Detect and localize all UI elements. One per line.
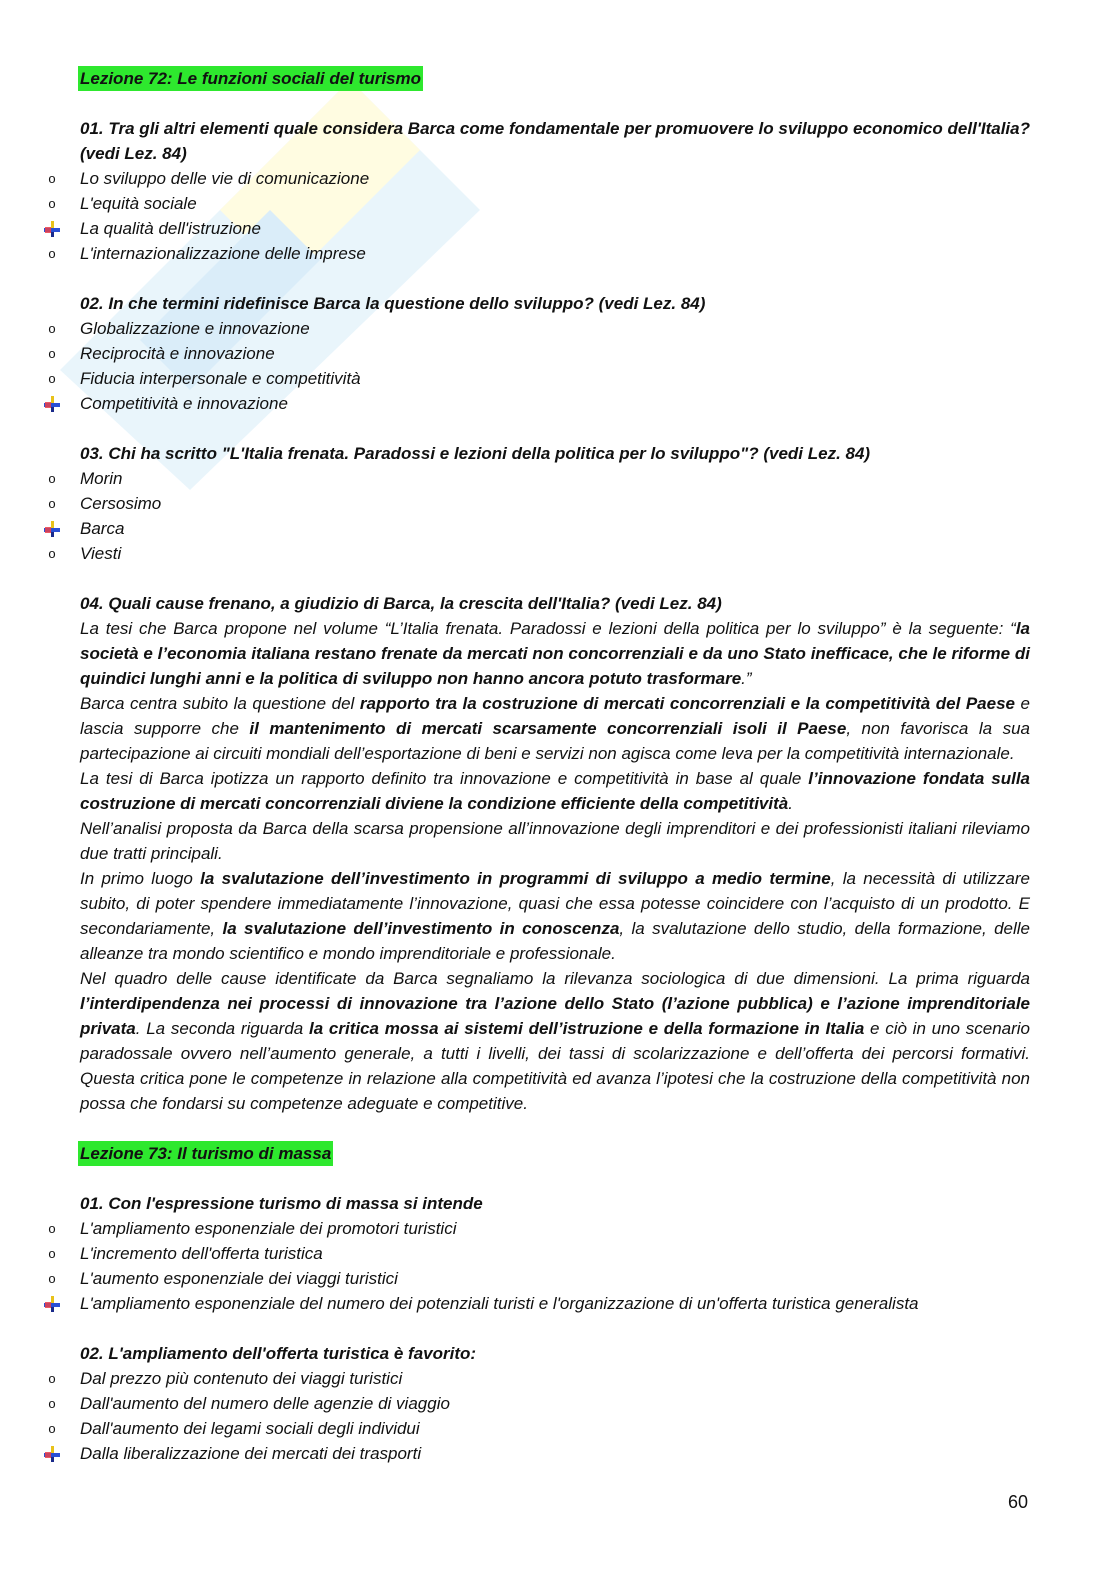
answer-option [80,391,1030,416]
radio-bullet-icon: o [48,1396,56,1411]
text-segment: , la necessità di utilizzare subito, di poter spendere immediatamente l’innovazione, quasi che essa potesse coincidere con l’acquisto di un prodotto. E secondariamente, [80,869,1030,938]
answer-option [80,516,1030,541]
text-segment: e ciò in uno scenario paradossale ovvero nell’aumento generale, a tutti i livelli, dei tassi di scolarizzazione e dell’offerta dei percorsi formativi. Questa critica pone le competenze in relazione alla competitività ed avanza l’ipotesi che la costruzione della competitività non possa che fondarsi su competenze adeguate e competitive. [80,1019,1031,1113]
option-text: Viesti [80,544,122,563]
answer-option [80,216,1030,241]
answer-option [48,1391,1030,1416]
page-number: 60 [1008,1492,1029,1512]
text-segment: . La seconda riguarda [135,1019,309,1038]
option-text: La qualità dell'istruzione [80,219,261,238]
answer-option [48,1216,1030,1241]
bold-segment: la critica mossa ai sistemi dell’istruzione e della formazione in Italia [308,1019,865,1038]
option-text: Dal prezzo più contenuto dei viaggi turistici [80,1369,403,1388]
question-text: 02. L'ampliamento dell'offerta turistica è favorito: [80,1344,477,1363]
answer-option [48,1416,1030,1441]
option-text: Morin [80,469,123,488]
bold-segment: la società e l’economia italiana restano frenate da mercati non concorrenziali e da uno Stato inefficace, che le riforme di quindici lunghi anni e la politica di sviluppo non hanno ancora potuto trasformare [80,619,1030,688]
bold-segment: la svalutazione dell’investimento in conoscenza [222,919,620,938]
question [48,441,1030,566]
correct-answer-icon [42,216,62,241]
option-text: L'incremento dell'offerta turistica [80,1244,323,1263]
option-text: Fiducia interpersonale e competitività [80,369,361,388]
option-text: Barca [80,519,125,538]
document-body [48,66,1031,1466]
answer-option [48,1366,1030,1391]
answer-option [48,1241,1030,1266]
text-segment: .” [741,669,752,688]
answer-option [48,341,1030,366]
text-segment: Nell’analisi proposta da Barca della scarsa propensione all’innovazione degli imprenditori e dei professionisti italiani rileviamo due tratti principali. [80,819,1030,863]
answer-paragraph [80,616,1030,691]
bold-segment: la svalutazione dell’investimento in programmi di sviluppo a medio termine [200,869,831,888]
lesson-title: Lezione 73: Il turismo di massa [78,1141,333,1166]
question [48,1341,1030,1466]
text-segment: In primo luogo [80,869,201,888]
question-text: 04. Quali cause frenano, a giudizio di Barca, la crescita dell'Italia? (vedi Lez. 84) [80,594,722,613]
text-segment: La tesi che Barca propone nel volume “L’Italia frenata. Paradossi e lezioni della politica per lo sviluppo” è la seguente: “ [80,619,1016,638]
option-text: Dalla liberalizzazione dei mercati dei trasporti [80,1444,422,1463]
option-text: Dall'aumento del numero delle agenzie di viaggio [80,1394,450,1413]
text-segment: Nel quadro delle cause identificate da Barca segnaliamo la rilevanza sociologica di due dimensioni. La prima riguarda [80,969,1030,988]
bold-segment: l’interdipendenza nei processi di innovazione tra l’azione dello Stato (l’azione pubblica) e l’azione imprenditoriale privata [80,994,1030,1038]
text-segment: La tesi di Barca ipotizza un rapporto definito tra innovazione e competitività in base al quale [80,769,809,788]
option-text: L'internazionalizzazione delle imprese [80,244,366,263]
option-text: Globalizzazione e innovazione [80,319,310,338]
answer-paragraph [80,766,1030,816]
answer-option [48,366,1030,391]
question-text: 01. Tra gli altri elementi quale considera Barca come fondamentale per promuovere lo sviluppo economico dell'Italia? (vedi Lez. 84) [80,119,1030,163]
question-text: 01. Con l'espressione turismo di massa si intende [80,1194,483,1213]
answer-option [48,541,1030,566]
question-text: 02. In che termini ridefinisce Barca la questione dello sviluppo? (vedi Lez. 84) [80,294,706,313]
answer-option [48,166,1030,191]
correct-answer-icon [42,391,62,416]
bold-segment: l’innovazione fondata sulla costruzione di mercati concorrenziali diviene la condizione efficiente della competitività [80,769,1030,813]
radio-bullet-icon: o [48,246,56,261]
radio-bullet-icon: o [48,346,56,361]
radio-bullet-icon: o [48,1271,56,1286]
bold-segment: rapporto tra la costruzione di mercati concorrenziali e la competitività del Paese [359,694,1015,713]
option-text: L'ampliamento esponenziale dei promotori turistici [80,1219,457,1238]
text-segment: . [788,794,793,813]
option-text: Competitività e innovazione [80,394,288,413]
question-text: 03. Chi ha scritto "L'Italia frenata. Paradossi e lezioni della politica per lo sviluppo"? (vedi Lez. 84) [80,444,871,463]
answer-option [48,316,1030,341]
answer-option [48,191,1030,216]
answer-text [80,616,1030,1116]
option-text: L'aumento esponenziale dei viaggi turistici [80,1269,398,1288]
radio-bullet-icon: o [48,1421,56,1436]
bold-segment: il mantenimento di mercati scarsamente concorrenziali isoli il Paese [249,719,847,738]
lesson-heading-block [80,66,1030,91]
question [48,1191,1030,1316]
question [80,591,1030,1116]
correct-answer-icon [42,516,62,541]
option-text: Lo sviluppo delle vie di comunicazione [80,169,370,188]
text-segment: e lascia supporre che [80,694,1030,738]
option-text: L'equità sociale [80,194,197,213]
answer-paragraph [80,866,1030,966]
lesson-title: Lezione 72: Le funzioni sociali del turismo [78,66,423,91]
radio-bullet-icon: o [48,1221,56,1236]
answer-paragraph [80,691,1030,766]
answer-option [48,491,1030,516]
text-segment: , la svalutazione dello studio, della formazione, delle alleanze tra mondo scientifico e mondo imprenditoriale e professionale. [80,919,1030,963]
answer-option [48,241,1030,266]
radio-bullet-icon: o [48,546,56,561]
radio-bullet-icon: o [48,196,56,211]
option-text: Dall'aumento dei legami sociali degli individui [80,1419,420,1438]
correct-answer-icon [42,1441,62,1466]
answer-option [80,1441,1030,1466]
text-segment: Barca centra subito la questione del [80,694,360,713]
radio-bullet-icon: o [48,496,56,511]
radio-bullet-icon: o [48,1371,56,1386]
option-text: L'ampliamento esponenziale del numero dei potenziali turisti e l'organizzazione di un'offerta turistica generalista [80,1294,919,1313]
answer-option [80,1291,1030,1316]
radio-bullet-icon: o [48,371,56,386]
question [48,291,1030,416]
answer-option [48,1266,1030,1291]
lesson-heading-block [80,1141,1030,1166]
correct-answer-icon [42,1291,62,1316]
answer-paragraph [80,966,1030,1116]
radio-bullet-icon: o [48,471,56,486]
radio-bullet-icon: o [48,171,56,186]
question [48,116,1030,266]
radio-bullet-icon: o [48,1246,56,1261]
radio-bullet-icon: o [48,321,56,336]
answer-paragraph [80,816,1030,866]
option-text: Cersosimo [80,494,162,513]
text-segment: , non favorisca la sua partecipazione ai circuiti mondiali dell’esportazione di beni e servizi non agisca come leva per la competitività internazionale. [80,719,1030,763]
option-text: Reciprocità e innovazione [80,344,275,363]
answer-option [48,466,1030,491]
